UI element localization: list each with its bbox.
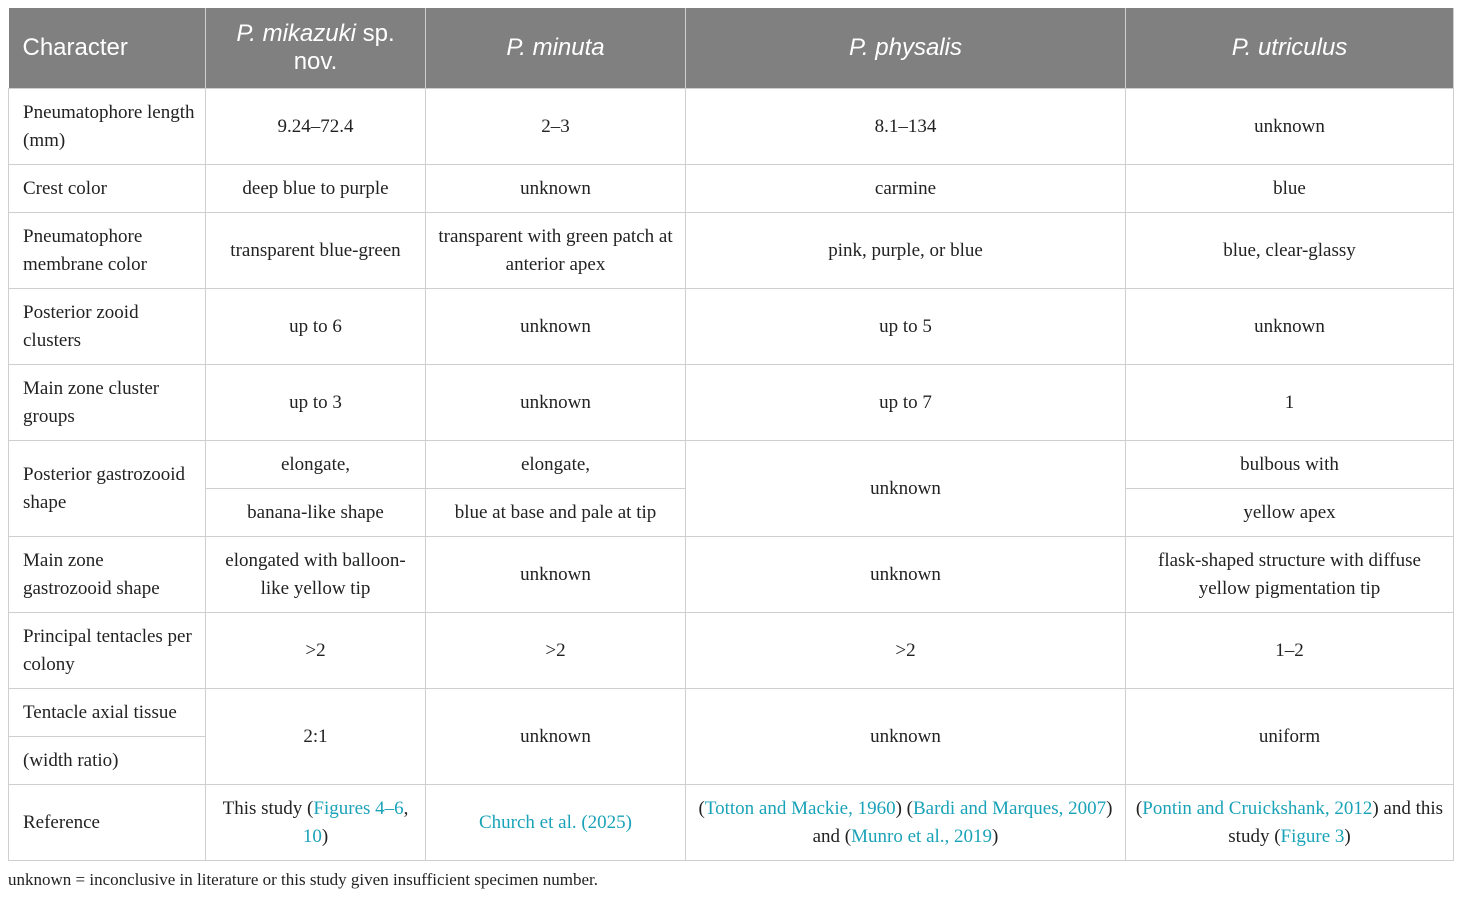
table-cell: up to 7 — [686, 365, 1126, 441]
table-cell: 2:1 — [206, 689, 426, 785]
row-label: Reference — [9, 785, 206, 861]
table-row-reference — [9, 785, 1454, 861]
header-utriculus — [1126, 8, 1454, 89]
table-cell: unknown — [426, 537, 686, 613]
ref-text: ) ( — [895, 797, 913, 819]
table-cell: 9.24–72.4 — [206, 89, 426, 165]
table-cell: 1 — [1126, 365, 1454, 441]
table-cell: blue, clear-glassy — [1126, 213, 1454, 289]
table-cell: unknown — [1126, 289, 1454, 365]
table-cell: >2 — [686, 613, 1126, 689]
table-cell: transparent blue-green — [206, 213, 426, 289]
ref-text: ) and this study ( — [1228, 797, 1444, 847]
table-container — [8, 8, 1453, 890]
table-cell: up to 3 — [206, 365, 426, 441]
table-cell: unknown — [426, 689, 686, 785]
row-label-sub: (width ratio) — [9, 737, 206, 785]
row-label: Pneumatophore length (mm) — [9, 89, 206, 165]
header-mikazuki — [206, 8, 426, 89]
table-row — [9, 441, 1454, 489]
reference-cell-mikazuki — [206, 785, 426, 861]
table-cell: 1–2 — [1126, 613, 1454, 689]
ref-text: ) and ( — [812, 797, 1113, 847]
table-row — [9, 289, 1454, 365]
table-cell: uniform — [1126, 689, 1454, 785]
table-row — [9, 537, 1454, 613]
ref-text: ( — [698, 797, 705, 819]
table-cell: pink, purple, or blue — [686, 213, 1126, 289]
table-row — [9, 213, 1454, 289]
species-comparison-table — [8, 8, 1454, 861]
row-label: Crest color — [9, 165, 206, 213]
header-utriculus-name: P. utriculus — [1231, 34, 1348, 61]
ref-link-figures[interactable]: Figures 4–6 — [313, 797, 404, 819]
table-cell: unknown — [686, 441, 1126, 537]
header-physalis — [686, 8, 1126, 89]
table-cell: >2 — [206, 613, 426, 689]
table-cell: transparent with green patch at anterior apex — [426, 213, 686, 289]
table-row — [9, 365, 1454, 441]
header-mikazuki-name: P. mikazuki — [236, 20, 356, 47]
row-label: Main zone cluster groups — [9, 365, 206, 441]
reference-cell-utriculus — [1126, 785, 1454, 861]
table-row — [9, 613, 1454, 689]
table-cell: deep blue to purple — [206, 165, 426, 213]
header-mikazuki-suffix: sp. nov. — [293, 20, 395, 75]
table-cell: blue at base and pale at tip — [426, 489, 686, 537]
ref-link-figure-3[interactable]: Figure 3 — [1280, 825, 1345, 847]
ref-link-figure-10[interactable]: 10 — [302, 825, 322, 847]
ref-link-munro[interactable]: Munro et al., 2019 — [851, 825, 993, 847]
ref-text: , — [403, 797, 409, 819]
reference-cell-physalis — [686, 785, 1126, 861]
header-physalis-name: P. physalis — [849, 34, 962, 61]
table-cell: elongated with balloon-like yellow tip — [206, 537, 426, 613]
table-row — [9, 165, 1454, 213]
table-cell: yellow apex — [1126, 489, 1454, 537]
row-label: Posterior gastrozooid shape — [9, 441, 206, 537]
table-cell: elongate, — [206, 441, 426, 489]
table-cell: 2–3 — [426, 89, 686, 165]
table-cell: unknown — [426, 365, 686, 441]
table-cell: blue — [1126, 165, 1454, 213]
header-character: Character — [9, 8, 206, 89]
table-cell: banana-like shape — [206, 489, 426, 537]
row-label: Posterior zooid clusters — [9, 289, 206, 365]
header-minuta-name: P. minuta — [506, 34, 605, 61]
table-cell: up to 5 — [686, 289, 1126, 365]
ref-text: ) — [992, 825, 999, 847]
row-label: Principal tentacles per colony — [9, 613, 206, 689]
table-cell: unknown — [426, 289, 686, 365]
table-cell: bulbous with — [1126, 441, 1454, 489]
ref-link-bardi[interactable]: Bardi and Marques, 2007 — [913, 797, 1107, 819]
ref-link-totton[interactable]: Totton and Mackie, 1960 — [704, 797, 896, 819]
ref-text: ( — [1135, 797, 1143, 819]
table-cell: elongate, — [426, 441, 686, 489]
table-cell: unknown — [686, 537, 1126, 613]
ref-link-church[interactable]: Church et al. (2025) — [478, 811, 632, 833]
table-cell: unknown — [686, 689, 1126, 785]
table-cell: flask-shaped structure with diffuse yellow pigmentation tip — [1126, 537, 1454, 613]
table-row — [9, 89, 1454, 165]
table-cell: >2 — [426, 613, 686, 689]
table-cell: unknown — [1126, 89, 1454, 165]
ref-text: ) — [1344, 825, 1351, 847]
table-header-row — [9, 8, 1454, 89]
table-cell: 8.1–134 — [686, 89, 1126, 165]
table-footnote: unknown = inconclusive in literature or this study given insufficient specimen number. — [8, 870, 598, 889]
row-label: Tentacle axial tissue — [9, 689, 206, 737]
row-label: Pneumatophore membrane color — [9, 213, 206, 289]
ref-link-pontin[interactable]: Pontin and Cruickshank, 2012 — [1142, 797, 1373, 819]
table-row — [9, 689, 1454, 737]
ref-text: This study ( — [222, 797, 314, 819]
row-label: Main zone gastrozooid shape — [9, 537, 206, 613]
header-minuta — [426, 8, 686, 89]
table-cell: unknown — [426, 165, 686, 213]
ref-text: ) — [321, 825, 329, 847]
reference-cell-minuta — [426, 785, 686, 861]
table-cell: up to 6 — [206, 289, 426, 365]
table-cell: carmine — [686, 165, 1126, 213]
